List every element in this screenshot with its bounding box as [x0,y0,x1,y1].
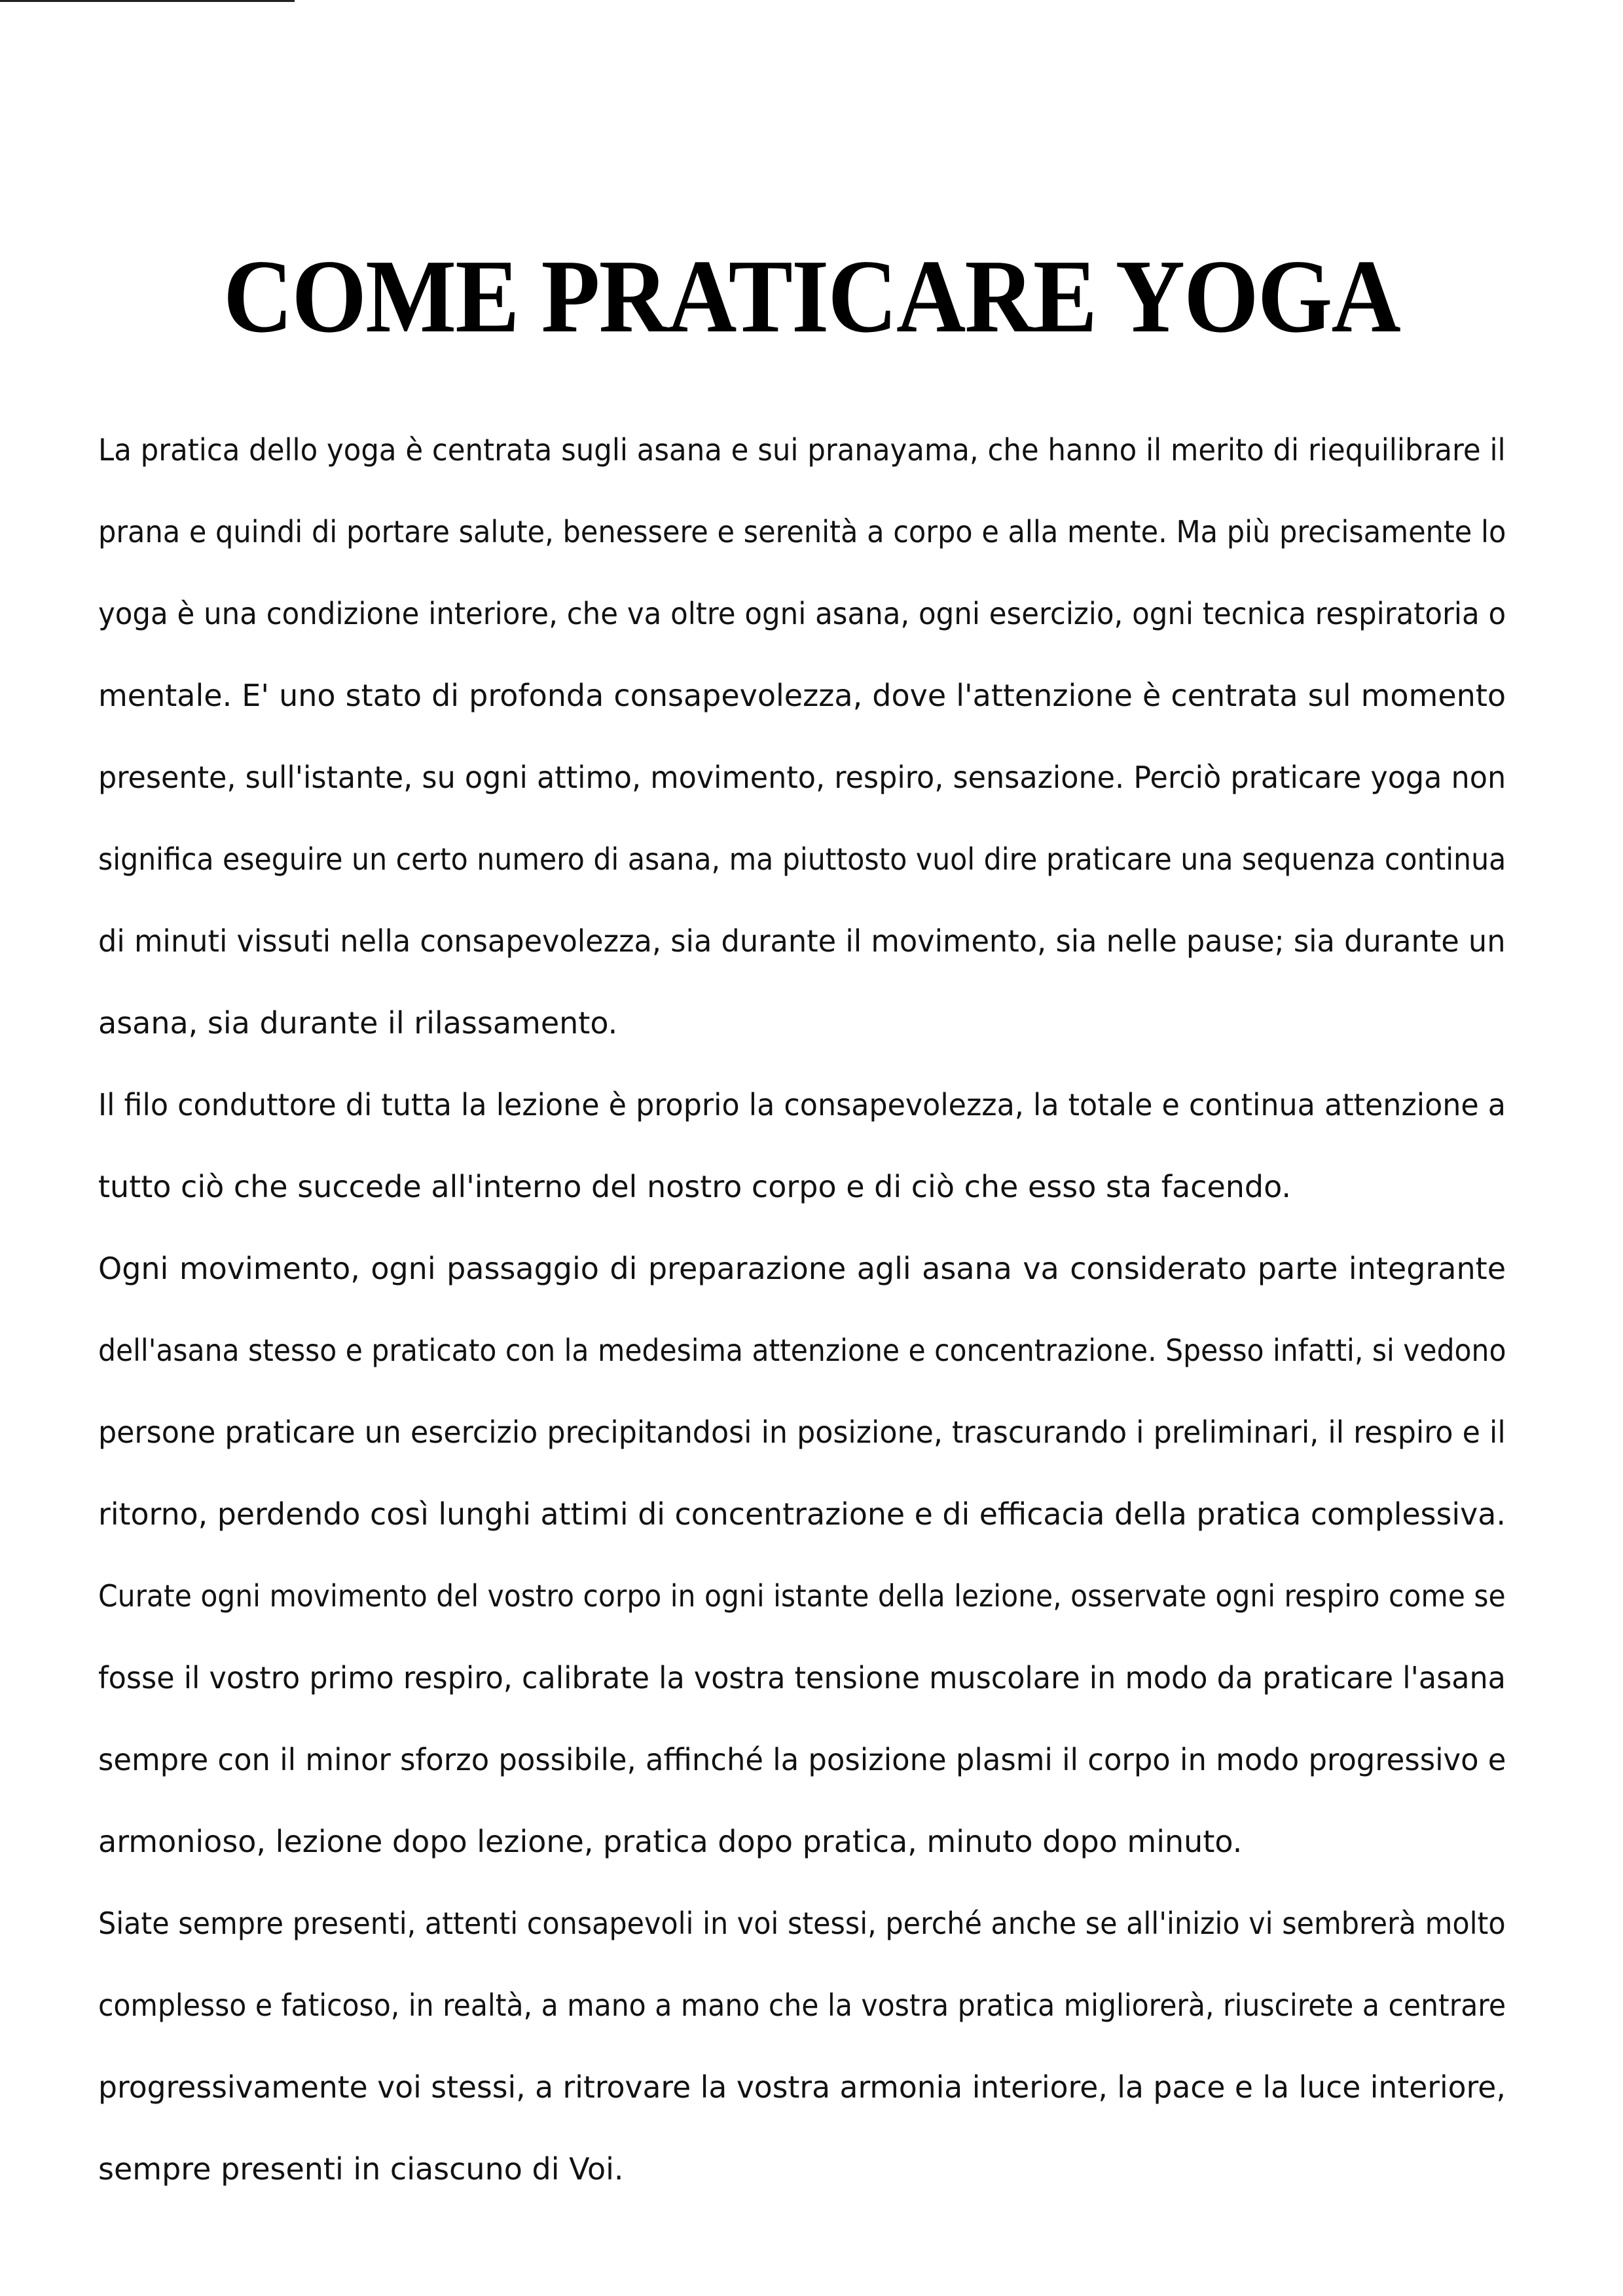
text-line: mentale. E' uno stato di profonda consapevolezza, dove l'attenzione è centrata sul momento [98,678,1506,713]
text-line: complesso e faticoso, in realtà, a mano a mano che la vostra pratica migliorerà, riuscirete a centrare [98,1988,1506,2023]
text-line: ritorno, perdendo così lunghi attimi di concentrazione e di efficacia della pratica complessiva. [98,1496,1506,1532]
text-line: tutto ciò che succede all'interno del nostro corpo e di ciò che esso sta facendo. [98,1169,1292,1204]
text-line: prana e quindi di portare salute, benessere e serenità a corpo e alla mente. Ma più precisamente lo [98,514,1506,549]
text-line: Ogni movimento, ogni passaggio di preparazione agli asana va considerato parte integrante [98,1251,1506,1286]
text-line: di minuti vissuti nella consapevolezza, sia durante il movimento, sia nelle pause; sia durante un [98,923,1506,959]
text-line: persone praticare un esercizio precipitandosi in posizione, trascurando i preliminari, il respiro e il [98,1415,1506,1450]
text-line: Curate ogni movimento del vostro corpo in ogni istante della lezione, osservate ogni respiro come se [98,1578,1506,1614]
text-line: presente, sull'istante, su ogni attimo, movimento, respiro, sensazione. Perciò praticare yoga non [98,760,1506,795]
text-line: dell'asana stesso e praticato con la medesima attenzione e concentrazione. Spesso infatti, si vedono [98,1333,1506,1368]
page-title: COME PRATICARE YOGA [223,238,1400,355]
text-line: La pratica dello yoga è centrata sugli asana e sui pranayama, che hanno il merito di riequilibrare il [98,432,1506,468]
scan-edge-mark [0,0,295,2]
text-line: Il filo conduttore di tutta la lezione è proprio la consapevolezza, la totale e continua attenzione a [98,1087,1506,1122]
text-line: sempre con il minor sforzo possibile, affinché la posizione plasmi il corpo in modo progressivo e [98,1742,1506,1777]
text-line: fosse il vostro primo respiro, calibrate la vostra tensione muscolare in modo da praticare l'asana [98,1660,1506,1695]
text-line: asana, sia durante il rilassamento. [98,1005,618,1041]
text-line: armonioso, lezione dopo lezione, pratica dopo pratica, minuto dopo minuto. [98,1824,1243,1859]
text-line: Siate sempre presenti, attenti consapevoli in voi stessi, perché anche se all'inizio vi sembrerà molto [98,1906,1506,1941]
text-line: yoga è una condizione interiore, che va oltre ogni asana, ogni esercizio, ogni tecnica respiratoria o [98,596,1506,631]
text-line: significa eseguire un certo numero di asana, ma piuttosto vuol dire praticare una sequenza continua [98,842,1506,877]
body-text [98,409,1506,2210]
text-line: progressivamente voi stessi, a ritrovare la vostra armonia interiore, la pace e la luce interiore, [98,2069,1506,2105]
text-line: sempre presenti in ciascuno di Voi. [98,2151,624,2187]
